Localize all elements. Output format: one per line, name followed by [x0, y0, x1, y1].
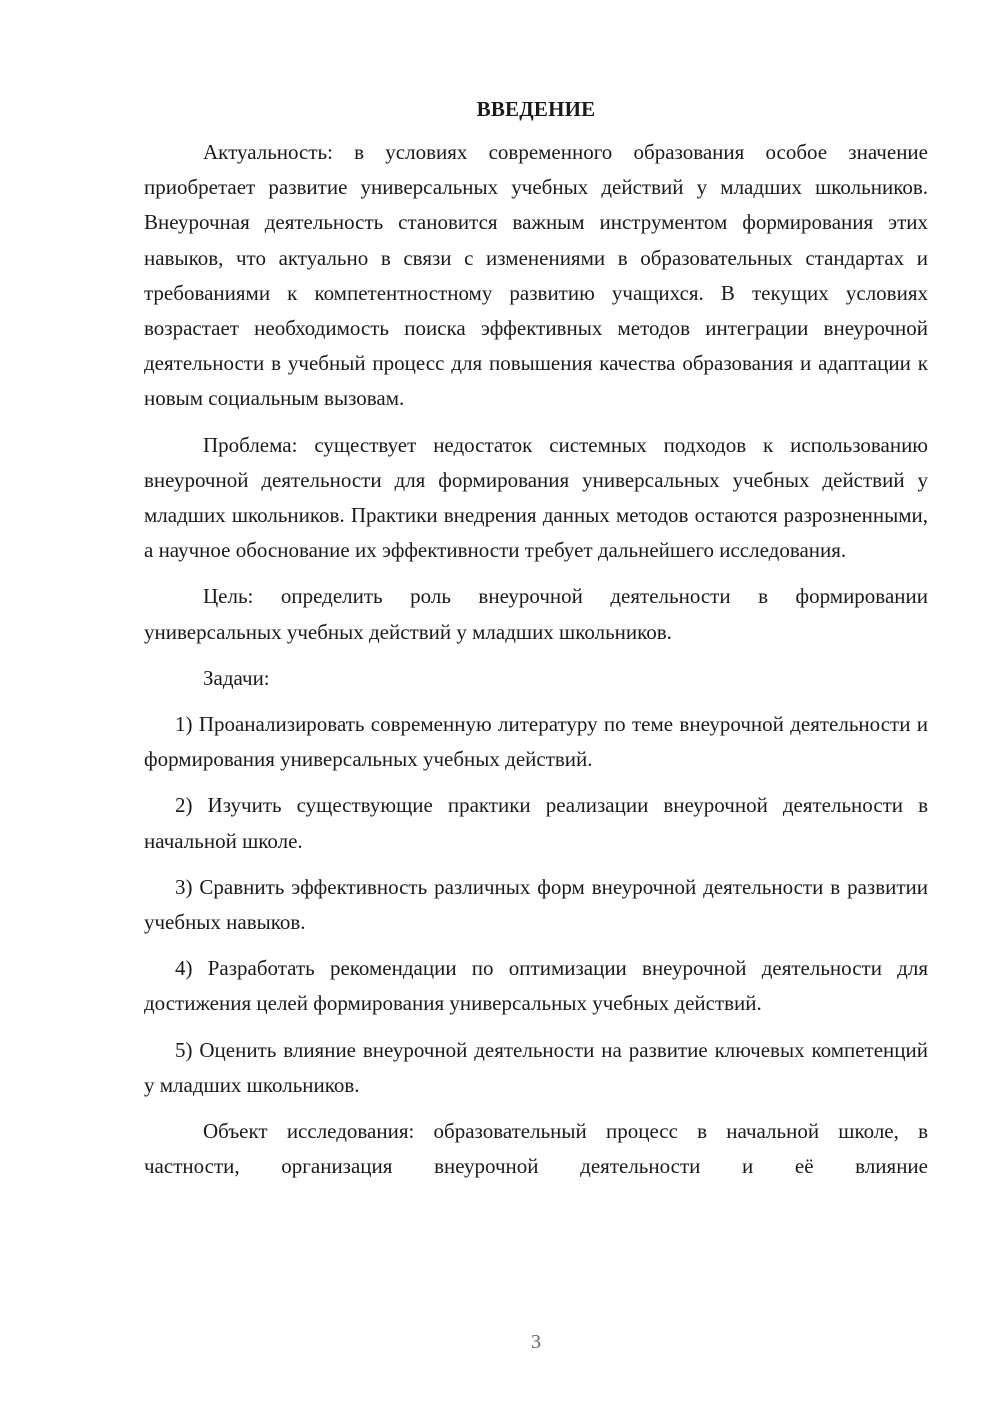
tasks-label: Задачи: — [203, 665, 270, 690]
page-content — [144, 92, 928, 1184]
paragraph-relevance: Актуальность: в условиях современного образования особое значение приобретает развитие универсальных учебных действий у младших школьников. Внеурочная деятельность становится важным инструментом формирования этих навыков, что актуально в связи с изменениями в образовательных стандартах и требованиями к компетентностному развитию учащихся. В текущих условиях возрастает необходимость поиска эффективных методов интеграции внеурочной деятельности в учебный процесс для повышения качества образования и адаптации к новым социальным вызовам. — [144, 140, 928, 411]
paragraph-goal: Цель: определить роль внеурочной деятельности в формировании универсальных учебных действий у младших школьников. — [144, 584, 928, 644]
task-item-2: 2) Изучить существующие практики реализации внеурочной деятельности в начальной школе. — [144, 793, 928, 853]
page-number: 3 — [531, 1331, 541, 1353]
section-heading: ВВЕДЕНИЕ — [476, 97, 596, 121]
paragraph-object: Объект исследования: образовательный процесс в начальной школе, в частности, организация внеурочной деятельности и её влияние — [144, 1119, 928, 1179]
task-item-5: 5) Оценить влияние внеурочной деятельности на развитие ключевых компетенций у младших школьников. — [144, 1037, 928, 1097]
task-item-3: 3) Сравнить эффективность различных форм внеурочной деятельности в развитии учебных навыков. — [144, 874, 928, 935]
task-item-1: 1) Проанализировать современную литературу по теме внеурочной деятельности и формирования универсальных учебных действий. — [144, 712, 928, 772]
task-item-4: 4) Разработать рекомендации по оптимизации внеурочной деятельности для достижения целей формирования универсальных учебных действий. — [144, 956, 928, 1016]
paragraph-problem: Проблема: существует недостаток системных подходов к использованию внеурочной деятельности для формирования универсальных учебных действий у младших школьников. Практики внедрения данных методов остаются разрозненными, а научное обоснование их эффективности требует дальнейшего исследования. — [144, 432, 928, 563]
